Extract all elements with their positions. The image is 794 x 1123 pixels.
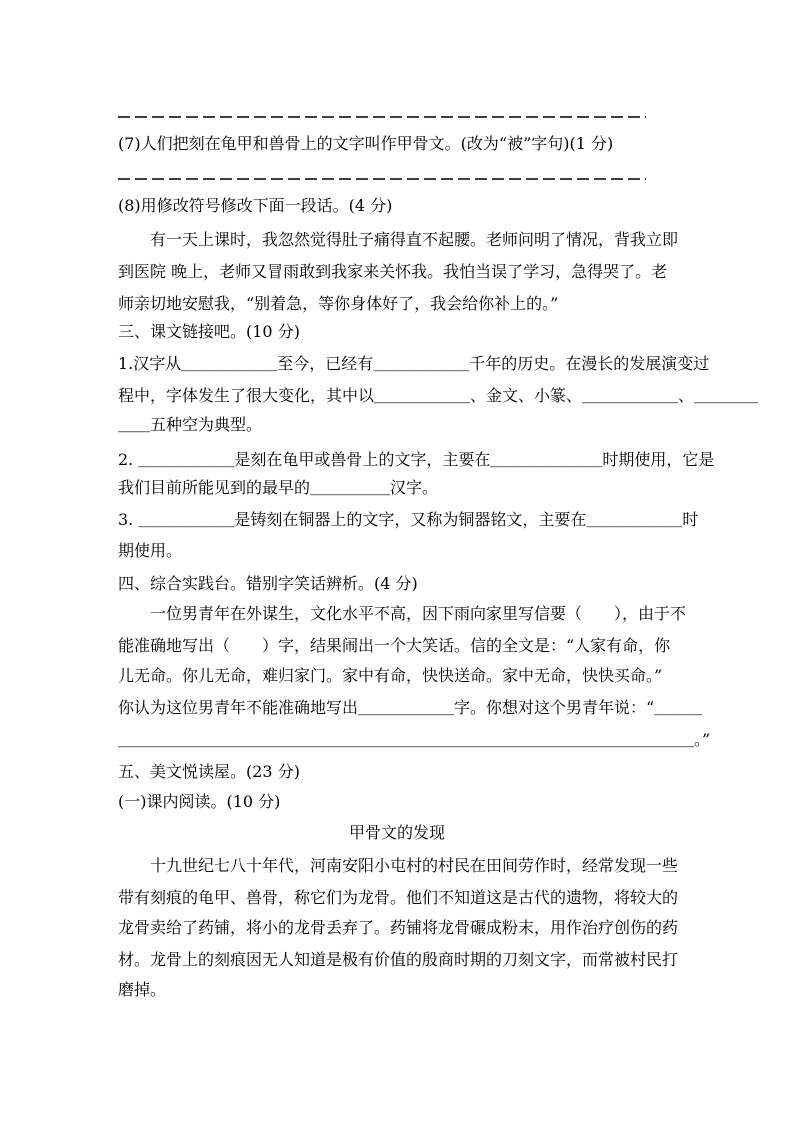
answer-blank-line-1[interactable]: [118, 114, 648, 120]
article-title: 甲骨文的发现: [348, 823, 445, 842]
article-line: 带有刻痕的龟甲、兽骨，称它们为龙骨。他们不知道这是古代的遗物，将较大的: [118, 888, 679, 907]
section-5-heading: 五、美文悦读屋。(23 分): [118, 762, 300, 781]
article-line: 十九世纪七八十年代，河南安阳小屯村的村民在田间劳作时，经常发现一些: [150, 856, 679, 875]
section-3-line: 期使用。: [118, 541, 183, 560]
question-8: (8)用修改符号修改下面一段话。(4 分): [118, 196, 393, 215]
section-4-line: 能准确地写出（ ）字，结果闹出一个大笑话。信的全文是：“人家有命，你: [118, 636, 671, 655]
section-3-line: 程中，字体发生了很大变化，其中以＿＿＿＿＿＿、金文、小篆、＿＿＿＿＿＿、＿＿＿＿: [118, 386, 759, 405]
section-4-line: 儿无命。你儿无命，难归家门。家中有命，快快送命。家中无命，快快买命。”: [118, 666, 663, 685]
answer-blank-line-2[interactable]: [118, 176, 648, 182]
article-line: 磨掉。: [118, 980, 167, 999]
section-4-line: ＿＿＿＿＿＿＿＿＿＿＿＿＿＿＿＿＿＿＿＿＿＿＿＿＿＿＿＿＿＿＿＿＿＿＿＿。”: [118, 730, 711, 749]
section-3-line: 我们目前所能见到的最早的＿＿＿＿＿汉字。: [118, 478, 439, 497]
article-line: 龙骨卖给了药铺，将小的龙骨丢弃了。药铺将龙骨碾成粉末，用作治疗创伤的药: [118, 918, 679, 937]
section-4-line: 你认为这位男青年不能准确地写出＿＿＿＿＿＿字。你想对这个男青年说：“＿＿＿: [118, 698, 703, 717]
section-3-line: 3. ＿＿＿＿＿＿是铸刻在铜器上的文字，又称为铜器铭文，主要在＿＿＿＿＿＿时: [118, 510, 699, 529]
passage-line: 到医院 晚上，老师又冒雨敢到我家来关怀我。我怕当误了学习，急得哭了。老: [118, 262, 668, 281]
section-4-heading: 四、综合实践台。错别字笑话辨析。(4 分): [118, 574, 418, 593]
question-7: (7)人们把刻在龟甲和兽骨上的文字叫作甲骨文。(改为“被”字句)(1 分): [118, 134, 614, 153]
section-3-line: 1.汉字从＿＿＿＿＿＿至今，已经有＿＿＿＿＿＿千年的历史。在漫长的发展演变过: [118, 354, 710, 373]
section-4-line: 一位男青年在外谋生，文化水平不高，因下雨向家里写信要（ ），由于不: [150, 604, 687, 623]
section-5-subheading: (一)课内阅读。(10 分): [118, 792, 281, 811]
section-3-line: ＿＿五种空为典型。: [118, 415, 263, 434]
passage-line: 有一天上课时，我忽然觉得肚子痛得直不起腰。老师问明了情况，背我立即: [150, 230, 679, 249]
article-line: 材。龙骨上的刻痕因无人知道是极有价值的殷商时期的刀刻文字，而常被村民打: [118, 950, 679, 969]
section-3-heading: 三、课文链接吧。(10 分): [118, 322, 300, 341]
passage-line: 师亲切地安慰我，“别着急，等你身体好了，我会给你补上的。”: [118, 294, 559, 313]
section-3-line: 2. ＿＿＿＿＿＿是刻在龟甲或兽骨上的文字，主要在＿＿＿＿＿＿＿时期使用，它是: [118, 450, 715, 469]
